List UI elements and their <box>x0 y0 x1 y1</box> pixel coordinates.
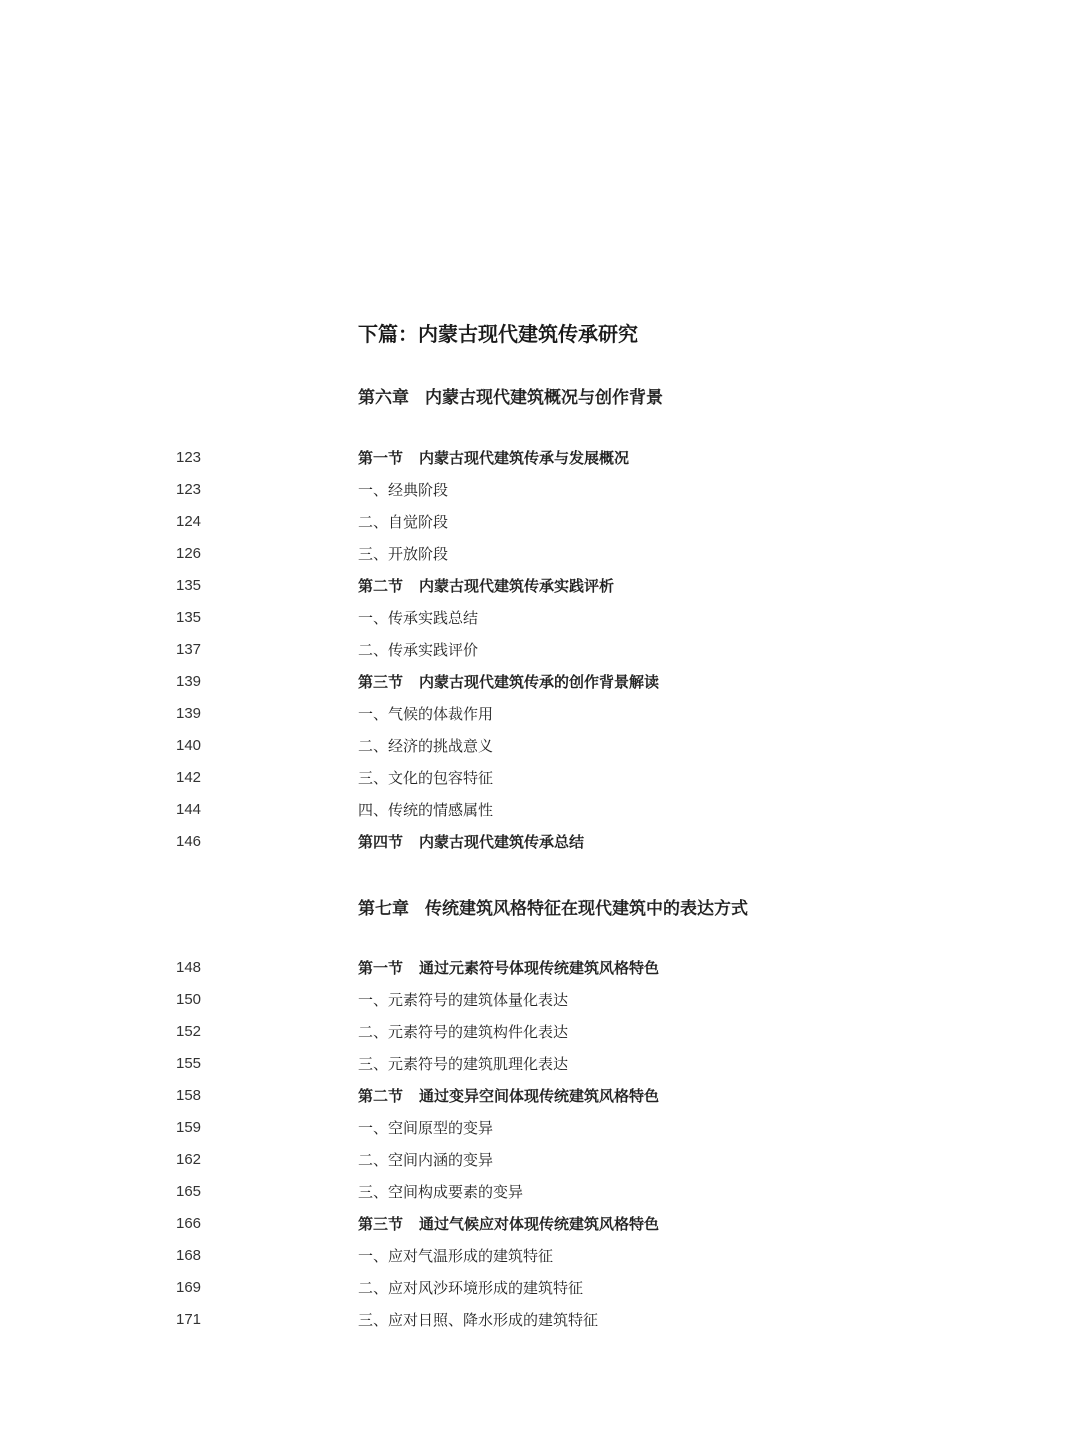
page-number: 171 <box>176 1311 202 1328</box>
toc-list <box>0 958 1080 1342</box>
toc-item-row <box>0 480 1080 512</box>
page-number: 152 <box>176 1023 202 1040</box>
item-title: 二、经济的挑战意义 <box>358 737 494 755</box>
section-title <box>358 832 584 852</box>
page-number: 135 <box>176 577 202 594</box>
section-heading: 通过元素符号体现传统建筑风格特色 <box>419 959 660 977</box>
toc-item-row <box>0 736 1080 768</box>
page-number: 155 <box>176 1055 202 1072</box>
section-heading: 内蒙古现代建筑传承总结 <box>419 833 585 851</box>
item-title: 一、元素符号的建筑体量化表达 <box>358 991 569 1009</box>
section-title <box>358 576 614 596</box>
section-number: 第三节 <box>358 673 404 691</box>
item-title: 二、自觉阶段 <box>358 513 449 531</box>
toc-item-row <box>0 1118 1080 1150</box>
section-title <box>358 1214 659 1234</box>
page-number: 137 <box>176 641 202 658</box>
toc-item-row <box>0 544 1080 576</box>
page-number: 146 <box>176 833 202 850</box>
item-title: 二、传承实践评价 <box>358 641 479 659</box>
page-number: 162 <box>176 1151 202 1168</box>
section-title <box>358 958 659 978</box>
toc-section-row <box>0 1214 1080 1246</box>
item-title: 一、应对气温形成的建筑特征 <box>358 1247 554 1265</box>
item-title: 一、经典阶段 <box>358 481 449 499</box>
page-number: 124 <box>176 513 202 530</box>
page-number: 169 <box>176 1279 202 1296</box>
chapter-title <box>358 383 663 408</box>
section-heading: 内蒙古现代建筑传承的创作背景解读 <box>419 673 660 691</box>
toc-section-row <box>0 448 1080 480</box>
part-title: 下篇：内蒙古现代建筑传承研究 <box>358 322 638 346</box>
toc-item-row <box>0 1310 1080 1342</box>
section-number: 第一节 <box>358 449 404 467</box>
toc-item-row <box>0 768 1080 800</box>
item-title: 三、空间构成要素的变异 <box>358 1183 524 1201</box>
chapter-title <box>358 894 748 919</box>
section-number: 第二节 <box>358 577 404 595</box>
page-number: 139 <box>176 673 202 690</box>
toc-section-row <box>0 576 1080 608</box>
page-number: 135 <box>176 609 202 626</box>
page-number: 159 <box>176 1119 202 1136</box>
section-heading: 通过气候应对体现传统建筑风格特色 <box>419 1215 660 1233</box>
page-number: 144 <box>176 801 202 818</box>
toc-item-row <box>0 990 1080 1022</box>
chapter-number: 第六章 <box>358 388 409 408</box>
section-heading: 内蒙古现代建筑传承实践评析 <box>419 577 615 595</box>
page-number: 168 <box>176 1247 202 1264</box>
toc-item-row <box>0 704 1080 736</box>
page-number: 150 <box>176 991 202 1008</box>
page-number: 123 <box>176 481 202 498</box>
page-number: 126 <box>176 545 202 562</box>
toc-list <box>0 448 1080 864</box>
section-title <box>358 672 659 692</box>
toc-item-row <box>0 1246 1080 1278</box>
page-number: 140 <box>176 737 202 754</box>
toc-section-row <box>0 832 1080 864</box>
section-number: 第一节 <box>358 959 404 977</box>
toc-item-row <box>0 1054 1080 1086</box>
chapter-number: 第七章 <box>358 899 409 919</box>
section-number: 第二节 <box>358 1087 404 1105</box>
page-number: 165 <box>176 1183 202 1200</box>
item-title: 三、应对日照、降水形成的建筑特征 <box>358 1311 599 1329</box>
toc-item-row <box>0 608 1080 640</box>
toc-section-row <box>0 958 1080 990</box>
item-title: 二、应对风沙环境形成的建筑特征 <box>358 1279 584 1297</box>
section-heading: 内蒙古现代建筑传承与发展概况 <box>419 449 630 467</box>
page-number: 142 <box>176 769 202 786</box>
toc-item-row <box>0 512 1080 544</box>
section-heading: 通过变异空间体现传统建筑风格特色 <box>419 1087 660 1105</box>
toc-section-row <box>0 672 1080 704</box>
item-title: 三、开放阶段 <box>358 545 449 563</box>
item-title: 一、气候的体裁作用 <box>358 705 494 723</box>
toc-item-row <box>0 640 1080 672</box>
page-number: 123 <box>176 449 202 466</box>
page-number: 166 <box>176 1215 202 1232</box>
toc-section-row <box>0 1086 1080 1118</box>
section-number: 第三节 <box>358 1215 404 1233</box>
section-title <box>358 1086 659 1106</box>
toc-item-row <box>0 1182 1080 1214</box>
item-title: 一、空间原型的变异 <box>358 1119 494 1137</box>
toc-item-row <box>0 800 1080 832</box>
item-title: 二、元素符号的建筑构件化表达 <box>358 1023 569 1041</box>
page-number: 148 <box>176 959 202 976</box>
item-title: 二、空间内涵的变异 <box>358 1151 494 1169</box>
page-number: 139 <box>176 705 202 722</box>
toc-item-row <box>0 1022 1080 1054</box>
chapter-heading: 传统建筑风格特征在现代建筑中的表达方式 <box>425 899 748 919</box>
toc-item-row <box>0 1150 1080 1182</box>
item-title: 三、元素符号的建筑肌理化表达 <box>358 1055 569 1073</box>
toc-item-row <box>0 1278 1080 1310</box>
chapter-heading: 内蒙古现代建筑概况与创作背景 <box>425 388 663 408</box>
section-title <box>358 448 629 468</box>
item-title: 一、传承实践总结 <box>358 609 479 627</box>
page-number: 158 <box>176 1087 202 1104</box>
item-title: 四、传统的情感属性 <box>358 801 494 819</box>
item-title: 三、文化的包容特征 <box>358 769 494 787</box>
section-number: 第四节 <box>358 833 404 851</box>
